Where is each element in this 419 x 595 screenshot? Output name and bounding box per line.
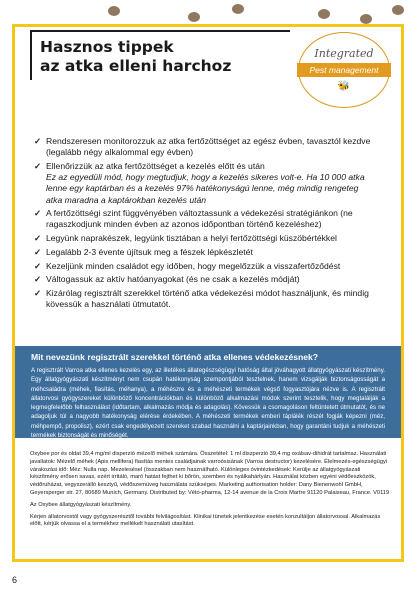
checkmark-icon: ✓ <box>34 260 42 271</box>
checklist-text: Ellenőrizzük az atka fertőzöttséget a kezelés előtt és után <box>46 160 265 171</box>
title-line-2: az atka elleni harchoz <box>40 57 232 75</box>
title-line-1: Hasznos tippek <box>40 38 174 56</box>
fine-print-paragraph: Oxybee por és oldat 39,4 mg/ml disperzió mézelő méhek számára. Összetétel: 1 ml diszperzió 39,4 mg oxálsav-dihidrát tartalmaz. Használati javallatok: Mézelő méhek (Apis mellifera) fiasítás mentes családjainak varroósisának (Varroa destructor) kezelésére. Élelmezés-egészségügyi várakozási idő: Méz: Nulla nap. Mezelesésel (összakban nem használható. Különleges óvintézkedések: Kerülje az állatgyógyászati készítmény erősen savas, ezért irritáló, maró hatást fejthet ki bőrön, szemben és nyálkahártyán. Használat közben egyéni védőeszközök, védőruházat, vegyszerálló kesztyű, védőszemüveg használata szükséges. Marketing authorisation holder: Dany Bienenwohl GmbH, Geyersperger str. 27, 80689 Munich, Germany. Distributed by: Véto-pharma, 12-14 avenue de la Croix Martre 91120 Palaiseau, France. V0119 <box>30 451 390 496</box>
checkmark-icon: ✓ <box>34 208 42 219</box>
badge-top-text: Integrated <box>314 47 374 60</box>
info-panel-heading: Mit nevezünk regisztrált szerekkel történő atka ellenes védekezésnek? <box>31 352 319 362</box>
fine-print-paragraph: Kérjen állatorvostól vagy gyógyszerésztől további felvilágosítást. Klinikai tünetek jelentkezése esetén konzultáljon állatorvossal. Alkalmazás előtt, kérjük olvassa el a termékhez mellékelt használati utasítást. <box>30 513 381 528</box>
mite-icon <box>108 6 120 16</box>
mite-icon <box>318 9 330 19</box>
checkmark-icon: ✓ <box>34 287 42 298</box>
checklist-text: Kezeljünk minden családot egy időben, hogy megelőzzük a visszafertőződést <box>46 260 341 271</box>
checkmark-icon: ✓ <box>34 233 42 244</box>
title-box <box>30 30 290 80</box>
checklist-text: Legyünk naprakészek, legyünk tisztában a helyi fertőzöttségi küszöbértékkel <box>46 233 337 244</box>
mite-icon <box>188 12 200 22</box>
checklist-item <box>34 233 374 244</box>
fine-print <box>30 451 390 533</box>
checkmark-icon: ✓ <box>34 274 42 285</box>
checklist-item <box>34 274 374 285</box>
page-title <box>40 38 282 76</box>
checkmark-icon: ✓ <box>34 136 42 146</box>
info-panel <box>15 346 401 438</box>
bee-icon: 🐝 <box>337 81 351 92</box>
info-panel-body: A regisztrált Varroa atka ellenes kezelés egy, az illetékes állategészségügyi hatóság által jóváhagyott állatgyógyászati készítmény. Egy állatgyógyászati készítményt nem csupán hatékonyság szempontjából tesztelnek, hanem vizsgálják biztonságosságát a méhcsaládra (méhek, fiasítás, méhanya), a méhészre és a méhészeti termékek végső fogyasztójára nézve is. A regisztrált állatorvosi gyógyszereket különböző koncentrációkban és különböző alkalmazási módok szerint tesztelik, hogy megtalálják a legmegfelelőbb felhasználást (időtartam, alkalmazás módja és adagolás). Kövessük a csomagoláson feltüntetett útmutatót, és ne adagoljuk túl a nagyobb hatékonyság elérése érdekében. A méhészeti termékek emberi táplálék részét fogják képezni (méz, méhpempő, propolisz), ezért csak engedélyezett szereket szabad használni a kaptárjainkban, hogy garantáni tudjuk a méhészeti termékek biztonságát és minőségét. <box>31 367 385 440</box>
fine-print-paragraph: Az Oxybee állatgyógyászati készítmény. <box>30 501 132 508</box>
checklist-note: Ez az egyedüli mód, hogy megtudjuk, hogy a kezelés sikeres volt-e. Ha 10 000 atka lenne egy kaptárban és a kezelés 97% hatékonyságú lenne, még mindig rengeteg atka maradna a kaptárokban kezelés után <box>46 172 365 205</box>
tips-checklist <box>34 136 374 313</box>
mite-icon <box>232 4 244 14</box>
ipm-badge <box>298 32 390 108</box>
checklist-item <box>34 136 374 158</box>
checklist-item <box>34 261 374 272</box>
checklist-item <box>34 161 374 206</box>
checkmark-icon: ✓ <box>34 246 42 257</box>
checklist-text: Váltogassuk az aktív hatóanyagokat (és ne csak a kezelés módját) <box>46 274 300 285</box>
checklist-item <box>34 288 374 310</box>
checklist-text: A fertőzöttségi szint függvényében változtassunk a védekezési stratégiánkon (ne ragaszkodjunk minden évben az azonos időpontban történő kezeléshez) <box>46 208 353 230</box>
checklist-item <box>34 208 374 230</box>
checklist-text: Rendszeresen monitorozzuk az atka fertőzöttséget az egész évben, tavasztól kezdve (legalább négy alkalommal egy évben) <box>46 136 371 158</box>
checklist-text: Kizárólag regisztrált szerekkel történő atka védekezési módot használjunk, és mindig kövessük a használati útmutatót. <box>46 287 369 310</box>
page-number: 6 <box>12 575 18 585</box>
checklist-item <box>34 247 374 258</box>
checkmark-icon: ✓ <box>34 160 42 171</box>
badge-banner: Pest management <box>297 63 391 77</box>
mite-icon <box>360 14 372 24</box>
mite-icon <box>392 5 404 15</box>
checklist-text: Legalább 2-3 évente újítsuk meg a fészek lépkészletét <box>46 246 253 257</box>
